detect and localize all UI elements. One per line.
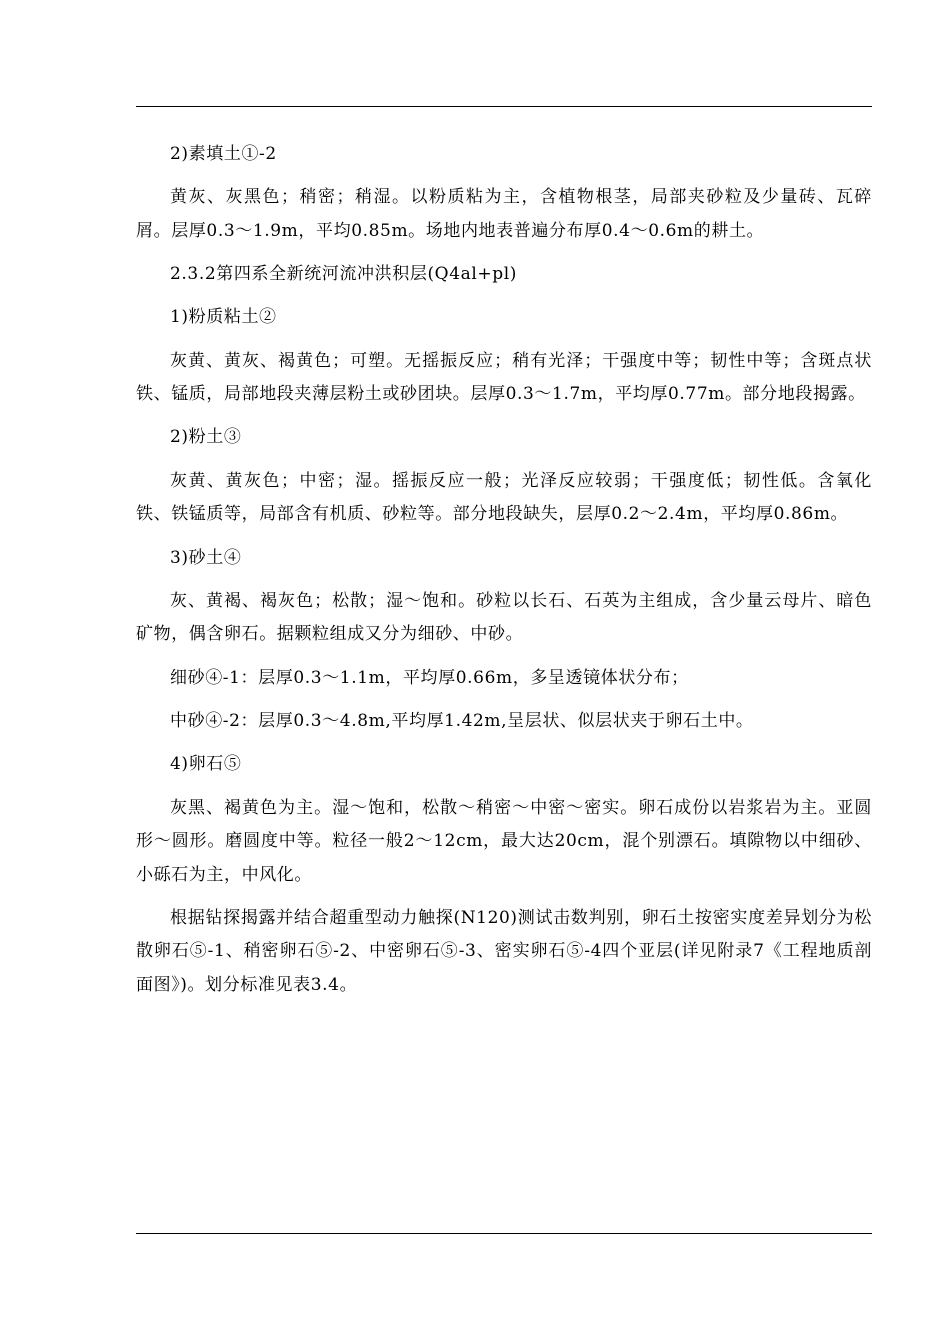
heading-cobble: 4)卵石⑤ [170, 754, 242, 775]
header-rule [136, 106, 872, 107]
paragraph-silty-clay-description: 灰黄、黄灰、褐黄色；可塑。无摇振反应；稍有光泽；干强度中等；韧性中等；含斑点状铁、锰质，局部地段夹薄层粉土或砂团块。层厚0.3～1.7m，平均厚0.77m。部分地段揭露。 [136, 350, 872, 405]
footer-rule [136, 1233, 872, 1234]
paragraph-cobble-classification: 根据钻探揭露并结合超重型动力触探(N120)测试击数判别，卵石土按密实度差异划分为松散卵石⑤-1、稍密卵石⑤-2、中密卵石⑤-3、密实卵石⑤-4四个亚层(详见附录7《工程地质剖面图》)。划分标准见表3.4。 [136, 907, 872, 995]
heading-sand: 3)砂土④ [170, 547, 242, 568]
heading-silty-clay: 1)粉质粘土② [170, 307, 277, 328]
paragraph-cobble-description: 灰黑、褐黄色为主。湿～饱和，松散～稍密～中密～密实。卵石成份以岩浆岩为主。亚圆形～圆形。磨圆度中等。粒径一般2～12cm，最大达20cm，混个别漂石。填隙物以中细砂、小砾石为主，中风化。 [136, 797, 872, 885]
paragraph-plain-fill-description: 黄灰、灰黑色；稍密；稍湿。以粉质粘为主，含植物根茎，局部夹砂粒及少量砖、瓦碎屑。层厚0.3～1.9m，平均0.85m。场地内地表普遍分布厚0.4～0.6m的耕土。 [136, 187, 872, 241]
heading-plain-fill: 2)素填土①-2 [170, 144, 277, 164]
paragraph-silt-description: 灰黄、黄灰色；中密；湿。摇振反应一般；光泽反应较弱；干强度低；韧性低。含氧化铁、铁锰质等，局部含有机质、砂粒等。部分地段缺失，层厚0.2～2.4m，平均厚0.86m。 [136, 470, 872, 525]
paragraph-sand-description: 灰、黄褐、褐灰色；松散；湿～饱和。砂粒以长石、石英为主组成，含少量云母片、暗色矿物，偶含卵石。据颗粒组成又分为细砂、中砂。 [136, 590, 872, 645]
document-body [136, 138, 872, 1012]
paragraph-fine-sand: 细砂④-1：层厚0.3～1.1m，平均厚0.66m，多呈透镜体状分布； [170, 667, 689, 688]
paragraph-medium-sand: 中砂④-2：层厚0.3～4.8m,平均厚1.42m,呈层状、似层状夹于卵石土中。 [170, 710, 754, 731]
heading-silt: 2)粉土③ [170, 427, 242, 448]
section-heading-alluvial: 2.3.2第四系全新统河流冲洪积层(Q4al+pl) [170, 264, 518, 285]
